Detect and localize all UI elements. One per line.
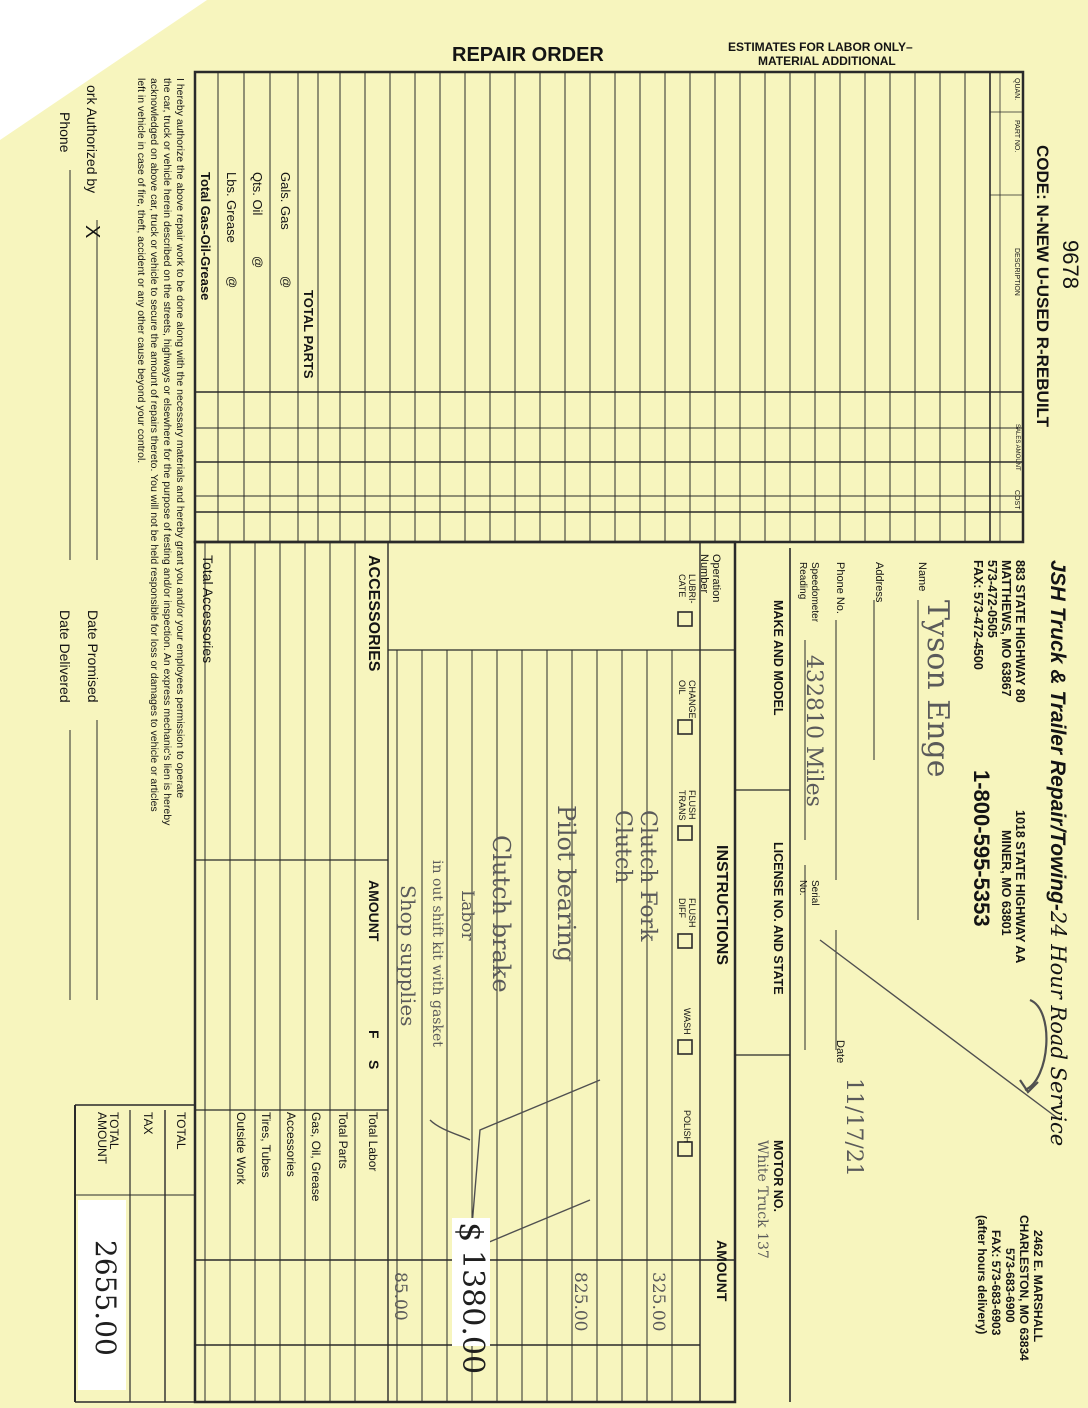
total-parts-summary-label: Total Parts [336,1112,350,1169]
signature-x-mark[interactable]: X [81,225,103,239]
location1-line1: 883 STATE HIGHWAY 80 [1013,560,1027,703]
total-amount-entry[interactable]: 2655.00 [89,1240,122,1356]
total-parts-label: TOTAL PARTS [301,290,316,379]
instruction-line-2[interactable]: Clutch [610,810,635,884]
amount-entry-3[interactable]: 1380.00 [455,1250,490,1375]
date-entry[interactable]: 11/17/21 [841,1078,866,1177]
operation-label: Operation [710,554,722,603]
cost-header: COST [1013,490,1020,510]
serial-no-label: No. [797,880,808,896]
instruction-line-4[interactable]: Clutch brake [487,835,515,993]
polish-label: POLISH [682,1110,692,1144]
estimates-line-1: ESTIMATES FOR LABOR ONLY– [728,40,913,54]
authorization-line-1: I hereby authorize the above repair work to be done along with the necessary materials and hereby grant you and/or your employees permission to operate [174,78,186,799]
location1-line2: MATTHEWS, MO 63867 [999,560,1013,697]
reading-label: Reading [797,562,808,600]
accessories-header: ACCESSORIES [365,555,382,672]
outside-work-label: Outside Work [234,1112,248,1185]
tax-label: TAX [141,1112,155,1135]
total-labor-label: Total Labor [366,1112,380,1172]
instruction-line-1[interactable]: Clutch Fork [635,810,660,942]
dollar-sign: $ [452,1222,490,1243]
sales-amount-header: SALES AMOUNT [1014,424,1020,471]
reading-entry[interactable]: 432810 Miles [801,655,826,807]
location3-line1: 2462 E. MARSHALL [1031,1230,1045,1343]
speedometer-label: Speedometer [809,562,820,623]
lubricate-label: LUBRI- CATE [677,574,697,604]
gas-at: @ [279,276,293,289]
amount-entry-4[interactable]: 85.00 [390,1272,410,1321]
total-label: TOTAL [174,1112,188,1150]
flush-trans-label: FLUSH TRANS [677,790,697,821]
location1-line3: 573-472-0505 [985,560,999,638]
date-delivered-label: Date Delivered [57,610,73,703]
amount-header: AMOUNT [714,1240,730,1302]
instruction-line-6[interactable]: in out shift kit with gasket [429,860,445,1047]
name-label: Name [916,562,928,592]
license-label: LICENSE NO. AND STATE [771,842,785,995]
oil-at: @ [251,256,265,269]
quan-header: QUAN. [1013,78,1020,101]
flush-diff-label: FLUSH DIFF [677,898,697,928]
company-name [1045,560,1070,1146]
instructions-title: INSTRUCTIONS [713,845,730,965]
gas-label: Gals. Gas [278,172,293,230]
total-amount-label: TOTAL AMOUNT [95,1112,121,1164]
instruction-line-3[interactable]: Pilot bearing [552,805,580,963]
make-model-label: MAKE AND MODEL [771,600,785,716]
toll-free-number: 1-800-595-5353 [969,770,994,927]
order-number: 9678 [1058,240,1083,289]
instruction-line-5[interactable]: Labor [457,890,477,941]
location1-line4: FAX: 573-472-4500 [971,560,985,670]
code-legend: CODE: N-NEW U-USED R-REBUILT [1033,145,1052,428]
gas-oil-grease-summary-label: Gas, Oil, Grease [309,1112,323,1202]
amount-entry-1[interactable]: 325.00 [648,1272,668,1332]
tires-tubes-label: Tires, Tubes [259,1112,273,1178]
company-name-bold: JSH Truck & Trailer Repair/Towing- [1046,560,1069,911]
date-promised-label: Date Promised [85,610,101,703]
oil-label: Qts. Oil [250,172,265,216]
motor-entry[interactable]: White Truck 137 [754,1140,770,1259]
address-label: Address [873,562,885,603]
number-label: Number [698,554,710,594]
motor-no-label: MOTOR NO. [771,1140,785,1212]
location2-line1: 1018 STATE HIGHWAY AA [1013,810,1027,964]
location3-line3: 573-683-6900 [1003,1248,1017,1323]
change-oil-label: CHANGE OIL [677,680,697,719]
location2-line2: MINER, MO 63801 [999,830,1013,936]
serial-label: Serial [809,880,820,906]
instruction-line-7[interactable]: Shop supplies [396,885,420,1027]
page-title: REPAIR ORDER [452,44,604,66]
phone-no-label: Phone No. [834,562,846,614]
accessories-s: S [366,1060,382,1070]
customer-name-entry[interactable]: Tyson Enge [920,600,955,778]
work-authorized-by-label: ork Authorized by [84,85,100,194]
total-accessories-label: Total Accessories [200,555,216,664]
wash-label: WASH [682,1008,692,1035]
part-no-header: PART NO. [1013,120,1020,153]
location3-line5: (after hours delivery) [975,1215,989,1335]
total-gas-oil-grease-label: Total Gas-Oil-Grease [198,172,213,301]
authorization-line-4: left in vehicle in case of fire, theft, accident or any other cause beyond your control. [135,78,147,464]
company-tagline: 24 Hour Road Service [1046,910,1070,1147]
location3-line2: CHARLESTON, MO 63834 [1017,1215,1031,1361]
authorization-line-2: the car, truck or vehicle herein described on the streets, highways or elsewhere for the purpose of testing and/or inspection. An express mechanic's lien is hereby [161,78,173,826]
grease-at: @ [225,276,239,289]
description-header: DESCRIPTION [1013,248,1020,296]
date-label: Date [834,1040,846,1064]
accessories-summary-label: Accessories [284,1112,298,1177]
phone-label: Phone [57,112,73,153]
accessories-f: F [366,1030,382,1039]
authorization-line-3: acknowledged on above car, truck or vehicle to secure the amount of repairs thereto. You will not be held responsible for loss or damages to vehicle or articles [148,78,160,812]
location3-line4: FAX: 573-683-6903 [989,1230,1003,1336]
estimates-line-2: MATERIAL ADDITIONAL [758,54,896,68]
grease-label: Lbs. Grease [224,172,239,243]
accessories-amount-header: AMOUNT [366,880,382,942]
amount-entry-2[interactable]: 825.00 [570,1272,590,1332]
